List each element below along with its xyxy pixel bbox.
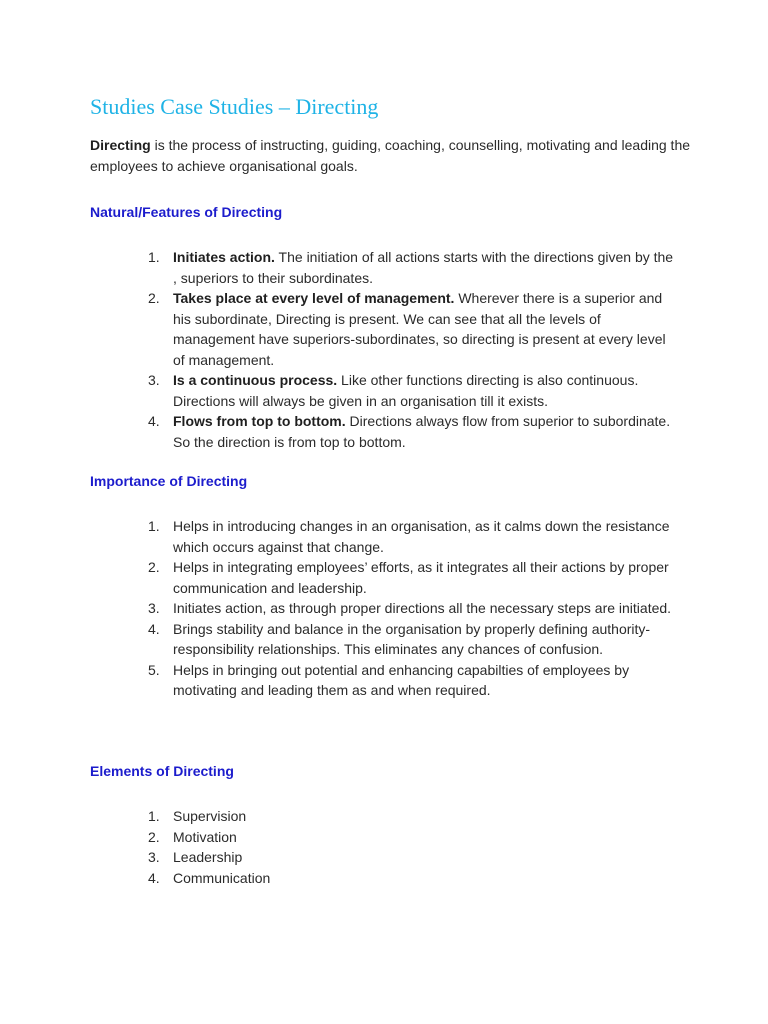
list-number: 1.	[148, 518, 160, 534]
list-item-text: Communication	[173, 869, 271, 886]
list-item-text: Motivation	[173, 828, 237, 845]
list-item	[90, 557, 680, 598]
list-item-title: Takes place at every level of management.	[173, 290, 455, 306]
features-list	[90, 247, 680, 452]
list-number: 4.	[148, 869, 160, 886]
list-item-text: Helps in introducing changes in an organisation, as it calms down the resistance which occurs against that change.	[173, 518, 670, 555]
list-item	[90, 619, 680, 660]
intro-text: is the process of instructing, guiding, coaching, counselling, motivating and leading the employees to achieve organisational goals.	[90, 137, 691, 174]
list-item	[90, 411, 680, 452]
list-item-title: Is a continuous process.	[173, 372, 338, 388]
list-item-title: Flows from top to bottom.	[173, 413, 346, 429]
list-item	[90, 827, 680, 848]
list-item-text: Helps in integrating employees’ efforts, as it integrates all their actions by proper communication and leadership.	[173, 559, 669, 596]
list-item	[90, 660, 680, 701]
list-item-text: Helps in bringing out potential and enhancing capabilties of employees by motivating and leading them as and when required.	[173, 661, 630, 698]
list-item	[90, 370, 680, 411]
list-number: 4.	[148, 620, 160, 637]
list-number: 1.	[148, 808, 160, 824]
importance-list	[90, 516, 680, 701]
list-number: 2.	[148, 828, 160, 845]
list-item-text: Directions always flow from superior to subordinate. So the direction is from top to bottom.	[173, 413, 671, 450]
intro-term: Directing	[90, 137, 151, 153]
list-number: 4.	[148, 413, 160, 429]
features-heading: Natural/Features of Directing	[90, 204, 283, 220]
list-number: 3.	[148, 849, 160, 865]
list-item	[90, 247, 680, 288]
list-number: 3.	[148, 372, 160, 388]
list-item-text: Supervision	[173, 808, 247, 824]
list-number: 1.	[148, 249, 160, 265]
list-item	[90, 516, 680, 557]
list-item	[90, 806, 680, 827]
list-number: 3.	[148, 600, 160, 616]
list-item-text: Like other functions directing is also continuous. Directions will always be given in an organisation till it exists.	[173, 372, 639, 409]
list-item-text: Initiates action, as through proper directions all the necessary steps are initiated.	[173, 600, 672, 616]
elements-heading: Elements of Directing	[90, 763, 234, 779]
list-number: 2.	[148, 559, 160, 575]
list-item-text: The initiation of all actions starts with the directions given by the , superiors to their subordinates.	[173, 249, 674, 286]
list-item	[90, 598, 680, 619]
importance-heading: Importance of Directing	[90, 473, 248, 489]
list-item-text: Leadership	[173, 849, 243, 865]
elements-list	[90, 806, 680, 888]
list-item-text: Brings stability and balance in the organisation by properly defining authority- responsibility relationships. This eliminates any chances of confusion.	[173, 620, 651, 657]
list-item-text: Wherever there is a superior and his subordinate, Directing is present. We can see that all the levels of management have superiors-subordinates, so directing is present at every level of management.	[173, 290, 666, 368]
list-number: 2.	[148, 290, 160, 306]
list-number: 5.	[148, 661, 160, 678]
list-item-title: Initiates action.	[173, 249, 275, 265]
list-item	[90, 868, 680, 889]
intro-paragraph	[90, 135, 690, 177]
page-title: Studies Case Studies – Directing	[90, 94, 379, 119]
list-item	[90, 847, 680, 868]
list-item	[90, 288, 680, 370]
